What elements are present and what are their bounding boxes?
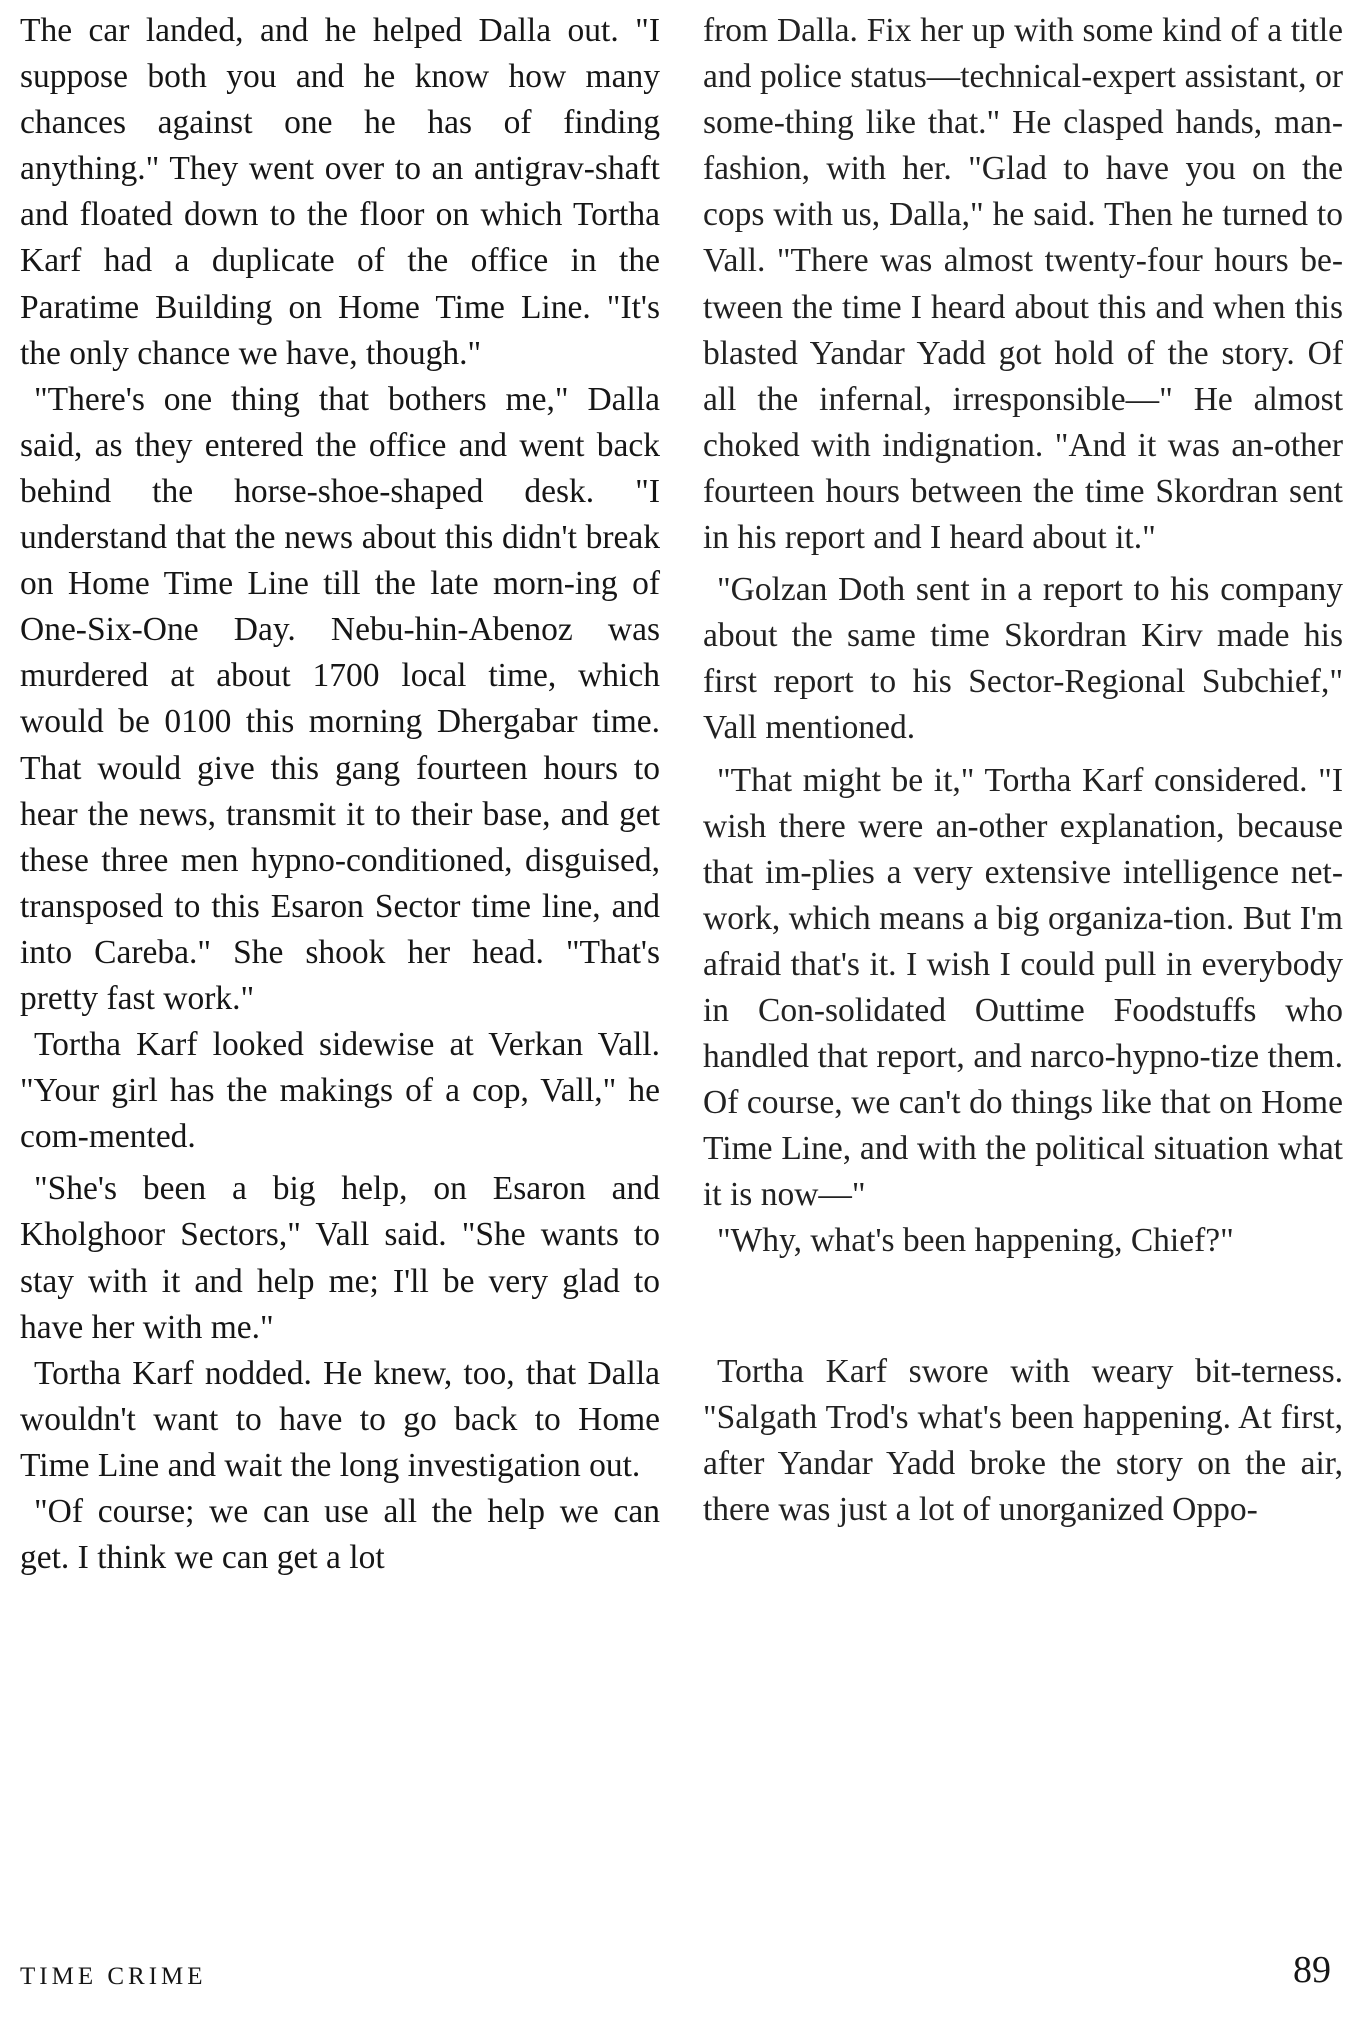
paragraph: "Of course; we can use all the help we can get. I think we can get a lot: [20, 1493, 660, 1577]
paragraph: from Dalla. Fix her up with some kind of a title and police status—technical-expert assistant, or some-thing like that." He clasped hands, man-fashion, with her. "Glad to have you on the cops with us, Dalla," he said. Then he turned to Vall. "There was almost twenty-four hours be-tween the time I heard about this and when this blasted Yandar Yadd got hold of the story. Of all the infernal, irresponsible—" He almost choked with indignation. "And it was an-other fourteen hours between the time Skordran sent in his report and I heard about it.": [703, 12, 1343, 557]
paragraph: "That might be it," Tortha Karf considered. "I wish there were an-other explanation, because that im-plies a very extensive intelligence net-work, which means a big organiza-tion. But I'm afraid that's it. I wish I could pull in everybody in Con-solidated Outtime Foodstuffs who handled that report, and narco-hypno-tize them. Of course, we can't do things like that on Home Time Line, and with the political situation what it is now—": [703, 761, 1343, 1214]
paragraph: Tortha Karf looked sidewise at Verkan Vall. "Your girl has the makings of a cop, Vall," he com-mented.: [20, 1026, 660, 1156]
paragraph: Tortha Karf nodded. He knew, too, that Dalla wouldn't want to have to go back to Home Time Line and wait the long investigation out.: [20, 1354, 660, 1484]
left-column: [20, 8, 660, 1581]
paragraph: "There's one thing that bothers me," Dalla said, as they entered the office and went back behind the horse-shoe-shaped desk. "I understand that the news about this didn't break on Home Time Line till the late morn-ing of One-Six-One Day. Nebu-hin-Abenoz was murdered at about 1700 local time, which would be 0100 this morning Dhergabar time. That would give this gang fourteen hours to hear the news, transmit it to their base, and get these three men hypno-conditioned, disguised, transposed to this Esaron Sector time line, and into Careba." She shook her head. "That's pretty fast work.": [20, 380, 660, 1017]
paragraph: The car landed, and he helped Dalla out. "I suppose both you and he know how many chances against one he has of finding anything." They went over to an antigrav-shaft and floated down to the floor on which Tortha Karf had a duplicate of the office in the Paratime Building on Home Time Line. "It's the only chance we have, though.": [20, 12, 660, 372]
right-column: [703, 8, 1343, 1533]
paragraph: "She's been a big help, on Esaron and Kholghoor Sectors," Vall said. "She wants to stay with it and help me; I'll be very glad to have her with me.": [20, 1170, 660, 1346]
paragraph: "Golzan Doth sent in a report to his company about the same time Skordran Kirv made his first report to his Sector-Regional Subchief," Vall mentioned.: [703, 571, 1343, 747]
running-title: TIME CRIME: [20, 1963, 207, 1990]
paragraph: Tortha Karf swore with weary bit-terness. "Salgath Trod's what's been happening. At first, after Yandar Yadd broke the story on the air, there was just a lot of unorganized Oppo-: [703, 1352, 1343, 1528]
paragraph: "Why, what's been happening, Chief?": [717, 1222, 1234, 1260]
page-number: 89: [1293, 1949, 1331, 1991]
